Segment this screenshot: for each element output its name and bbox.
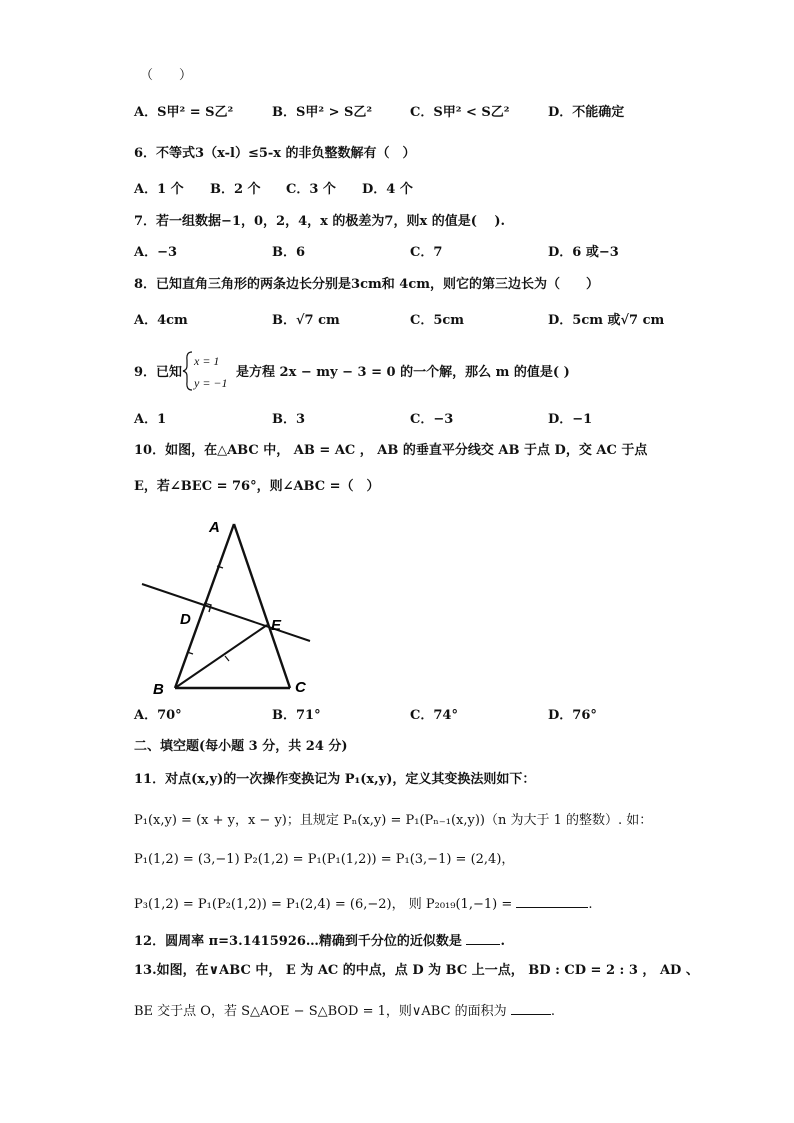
q9-prefix: 9．已知 bbox=[134, 365, 183, 380]
q9-option-b: B．3 bbox=[272, 412, 306, 427]
answer-blank[interactable] bbox=[511, 1000, 551, 1015]
q10-option-c: C．74° bbox=[410, 708, 458, 723]
q8-option-a: A．4cm bbox=[134, 313, 188, 328]
side-ac bbox=[234, 524, 290, 688]
q10-option-d: D．76° bbox=[548, 708, 597, 723]
point-label-e: E bbox=[271, 617, 282, 634]
q9-option-d: D．−1 bbox=[548, 412, 593, 427]
q7-option-d: D．6 或−3 bbox=[548, 245, 619, 260]
q5-option-d: D．不能确定 bbox=[548, 105, 625, 120]
q8-option-c: C．5cm bbox=[410, 313, 465, 328]
q6-option-b: B．2 个 bbox=[210, 182, 261, 197]
system-equation-x: x = 1 bbox=[194, 354, 220, 368]
q7-option-b: B．6 bbox=[272, 245, 306, 260]
q8-option-b: B．√7 cm bbox=[272, 313, 340, 328]
q5-option-c: C．S甲² < S乙² bbox=[410, 105, 510, 120]
segment-be bbox=[175, 625, 267, 688]
vertex-label-a: A bbox=[209, 519, 220, 536]
q13-line1: 13.如图，在∨ABC 中， E 为 AC 的中点，点 D 为 BC 上一点， BD : CD = 2 : 3 ， AD 、 bbox=[134, 963, 699, 978]
tick-mark bbox=[225, 656, 229, 661]
system-brace bbox=[182, 350, 194, 392]
section-title: 二、填空题(每小题 3 分，共 24 分) bbox=[134, 739, 348, 754]
q8-stem: 8．已知直角三角形的两条边长分别是3cm和 4cm，则它的第三边长为（ ） bbox=[134, 277, 600, 292]
q12-line bbox=[134, 930, 505, 951]
system-equation-y: y = −1 bbox=[194, 376, 228, 390]
q11-line1: 11．对点(x,y)的一次操作变换记为 P₁(x,y)，定义其变换法则如下： bbox=[134, 772, 536, 787]
q9-suffix: 是方程 2x − my − 3 = 0 的一个解，那么 m 的值是( ) bbox=[236, 365, 570, 380]
q10-option-a: A．70° bbox=[134, 708, 182, 723]
q7-stem: 7．若一组数据−1，0，2，4，x 的极差为7，则x 的值是( ). bbox=[134, 214, 506, 229]
q6-stem: 6．不等式3（x-l）≤5-x 的非负整数解有（ ） bbox=[134, 146, 416, 161]
q7-option-a: A．−3 bbox=[134, 245, 178, 260]
q11-line2: P₁(x,y) = (x + y，x − y)；且规定 Pₙ(x,y) = P₁(Pₙ₋₁(x,y))（n 为大于 1 的整数）. 如： bbox=[134, 813, 653, 828]
q10-option-b: B．71° bbox=[272, 708, 321, 723]
answer-blank[interactable] bbox=[516, 893, 588, 908]
vertex-label-b: B bbox=[153, 681, 164, 698]
q10-stem-line1: 10．如图，在△ABC 中， AB = AC ， AB 的垂直平分线交 AB 于点 D，交 AC 于点 bbox=[134, 443, 648, 458]
q9-option-a: A．1 bbox=[134, 412, 167, 427]
q5-option-a: A．S甲² = S乙² bbox=[134, 105, 234, 120]
q5-option-b: B．S甲² > S乙² bbox=[272, 105, 373, 120]
point-label-d: D bbox=[180, 611, 191, 628]
q12-stem: 12．圆周率 π=3.1415926…精确到千分位的近似数是 bbox=[134, 934, 462, 949]
perpendicular-bisector bbox=[142, 584, 310, 641]
answer-blank[interactable] bbox=[466, 930, 500, 945]
triangle-figure bbox=[135, 512, 320, 702]
q6-option-a: A．1 个 bbox=[134, 182, 184, 197]
q8-option-d: D．5cm 或√7 cm bbox=[548, 313, 665, 328]
q7-option-c: C．7 bbox=[410, 245, 443, 260]
q9-option-c: C．−3 bbox=[410, 412, 454, 427]
answer-paren: （ ） bbox=[140, 68, 193, 83]
q6-option-d: D．4 个 bbox=[362, 182, 413, 197]
q11-line4 bbox=[134, 893, 593, 914]
q6-option-c: C．3 个 bbox=[286, 182, 336, 197]
q11-line3: P₁(1,2) = (3,−1) P₂(1,2) = P₁(P₁(1,2)) = P₁(3,−1) = (2,4)， bbox=[134, 852, 515, 867]
q12-end: . bbox=[500, 934, 505, 949]
q13-end: . bbox=[550, 1004, 555, 1019]
q13-line2 bbox=[134, 1000, 555, 1021]
q10-stem-line2: E，若∠BEC = 76°，则∠ABC =（ ） bbox=[134, 479, 380, 494]
vertex-label-c: C bbox=[295, 679, 306, 696]
q11-line4-text: P₃(1,2) = P₁(P₂(1,2)) = P₁(2,4) = (6,−2)， 则 P₂₀₁₉(1,−1) = bbox=[134, 897, 513, 912]
q13-text: BE 交于点 O，若 S△AOE − S△BOD = 1，则∨ABC 的面积为 bbox=[134, 1004, 507, 1019]
q11-end: . bbox=[588, 897, 593, 912]
